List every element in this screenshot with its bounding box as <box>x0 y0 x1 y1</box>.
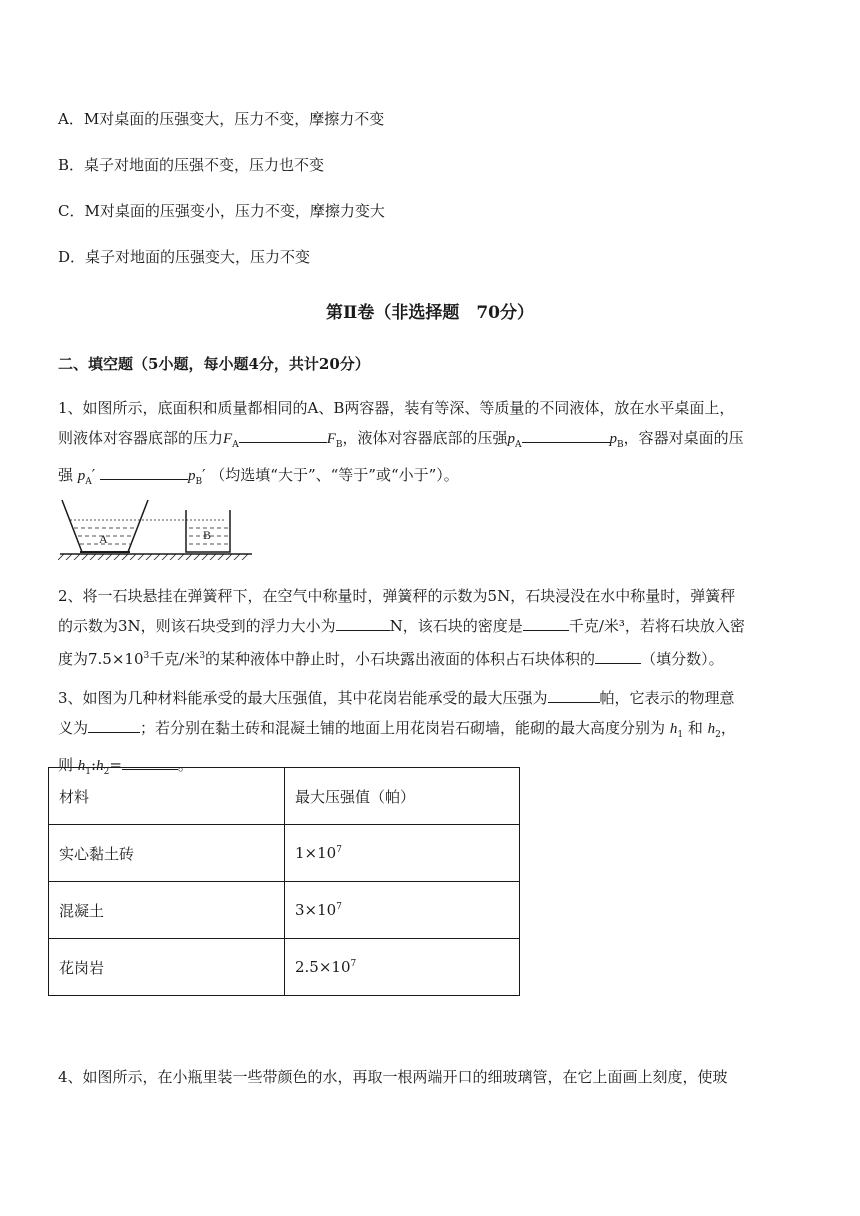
q4-line-1: 4、如图所示，在小瓶里装一些带颜色的水，再取一根两端开口的细玻璃管，在它上面画上刻度，使玻 <box>58 1068 728 1086</box>
header-pressure: 最大压强值（帕） <box>285 768 520 825</box>
question-4 <box>58 1062 800 1092</box>
blank[interactable] <box>336 616 390 631</box>
materials-table <box>48 767 520 996</box>
blank[interactable] <box>522 428 610 443</box>
q2-line-2: 的示数为3N，则该石块受到的浮力大小为 N，该石块的密度是 千克/米³，若将石块放入密 <box>58 617 745 635</box>
header-material: 材料 <box>49 768 285 825</box>
q1-line-1: 1、如图所示，底面积和质量都相同的A、B两容器，装有等深、等质量的不同液体，放在水平桌面上， <box>58 399 735 417</box>
question-1 <box>58 393 800 497</box>
cell-pressure: $3\times 10^7$ <box>285 882 520 939</box>
q1-line-3: 强 $p_A'$ $p_B'$ （均选填“大于”、“等于”或“小于”）。 <box>58 466 459 487</box>
q2-line-1: 2、将一石块悬挂在弹簧秤下，在空气中称量时，弹簧秤的示数为5N，石块浸没在水中称量时，弹簧秤 <box>58 587 736 605</box>
label-b: B <box>203 528 212 542</box>
blank[interactable] <box>523 616 569 631</box>
blank[interactable] <box>548 688 600 703</box>
table-row <box>49 882 520 939</box>
option-b: B．桌子对地面的压强不变，压力也不变 <box>58 156 325 174</box>
part-heading: 二、填空题（5小题，每小题4分，共计20分） <box>58 355 370 373</box>
containers-figure <box>58 496 254 560</box>
blank[interactable] <box>100 465 188 480</box>
cell-material: 混凝土 <box>49 882 285 939</box>
blank[interactable] <box>239 428 327 443</box>
section-title: 第Ⅱ卷（非选择题 70分） <box>326 303 534 323</box>
q1-line-2: 则液体对容器底部的压力$F_A$ $F_B$，液体对容器底部的压强$p_A$ $p_B$，容器对桌面的压 <box>58 429 744 450</box>
option-d: D．桌子对地面的压强变大，压力不变 <box>58 248 311 266</box>
label-a: A <box>99 532 108 546</box>
table-row <box>49 939 520 996</box>
q3-line-2: 义为 ；若分别在黏土砖和混凝土铺的地面上用花岗岩石砌墙，能砌的最大高度分别为 $h_1$ 和 $h_2$， <box>58 719 736 740</box>
cell-pressure: $2.5\times 10^7$ <box>285 939 520 996</box>
q2-line-3: 度为$7.5\times 10^3$千克/米$^3$的某种液体中静止时，小石块露出液面的体积占石块体积的 （填分数）。 <box>58 650 724 668</box>
option-c: C．M对桌面的压强变小，压力不变，摩擦力变大 <box>58 202 385 220</box>
cell-material: 实心黏土砖 <box>49 825 285 882</box>
cell-material: 花岗岩 <box>49 939 285 996</box>
table-header-row <box>49 768 520 825</box>
cell-pressure: $1\times 10^7$ <box>285 825 520 882</box>
question-2 <box>58 581 800 674</box>
q3-line-1: 3、如图为几种材料能承受的最大压强值，其中花岗岩能承受的最大压强为 帕，它表示的物理意 <box>58 689 735 707</box>
blank[interactable] <box>595 649 641 664</box>
option-a: A．M对桌面的压强变大，压力不变，摩擦力不变 <box>58 110 385 128</box>
blank[interactable] <box>88 718 140 733</box>
q3-line-3: 则 $h_1:h_2=$ 。 <box>58 756 193 777</box>
table-row <box>49 825 520 882</box>
